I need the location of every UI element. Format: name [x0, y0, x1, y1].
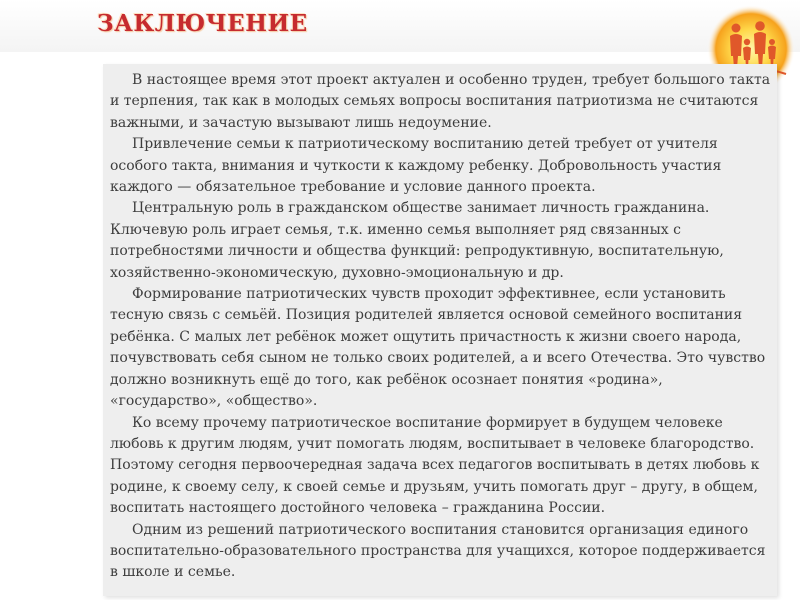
paragraph: Центральную роль в гражданском обществе занимает личность гражданина. Ключевую роль играет семья, т.к. именно семья выполняет ряд связанных с потребностями личности и общества функций: репродуктивную, воспитательную, хозяйственно-экономическую, духовно-эмоциональную и др. — [110, 200, 724, 281]
paragraph: Ко всему прочему патриотическое воспитание формирует в будущем человеке любовь к другим людям, учит помогать людям, воспитывает в человеке благородство. Поэтому сегодня первоочередная задача всех педагогов воспитывать в детях любовь к родине, к своему селу, к своей семье и друзьям, учить помогать друг – другу, в общем, воспитать настоящего достойного человека – гражданина России. — [110, 414, 760, 517]
paragraph: Привлечение семьи к патриотическому воспитанию детей требует от учителя особого такта, внимания и чуткости к каждому ребенку. Добровольность участия каждого — обязательное требование и условие данного проекта. — [110, 136, 722, 196]
paragraph: Одним из решений патриотического воспитания становится организация единого воспитательно-образовательного пространства для учащихся, которое поддерживается в школе и семье. — [110, 521, 766, 581]
slide-title: ЗАКЛЮЧЕНИЕ — [97, 10, 308, 37]
paragraph: В настоящее время этот проект актуален и особенно труден, требует большого такта и терпения, так как в молодых семьях вопросы воспитания патриотизма не считаются важными, и зачастую вызывают лишь недоумение. — [110, 72, 771, 131]
paragraph: Формирование патриотических чувств проходит эффективнее, если установить тесную связь с семьёй. Позиция родителей является основой семейного воспитания ребёнка. С малых лет ребёнок может ощутить причастность к жизни своего народа, почувствовать себя сыном не только своих родителей, а и всего Отечества. Это чувство должно возникнуть ещё до того, как ребёнок осознает понятия «родина», «государство», «общество». — [110, 286, 766, 410]
conclusion-text — [110, 70, 772, 584]
